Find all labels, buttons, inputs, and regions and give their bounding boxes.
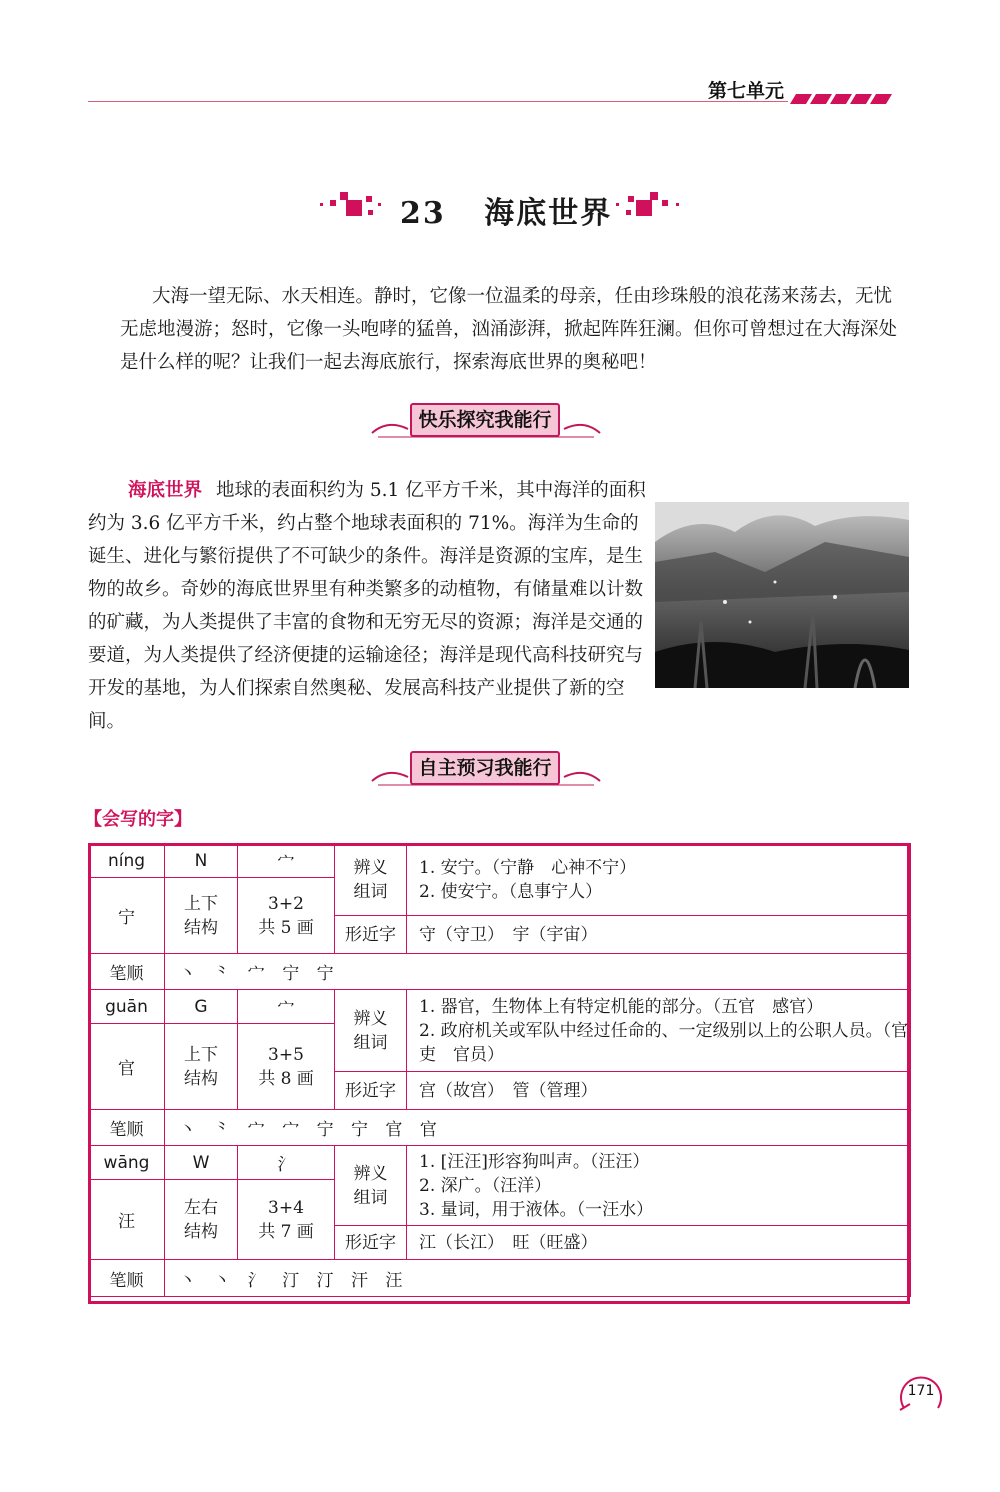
stroke-count-cell: 3+4 共 7 画 (238, 1180, 335, 1260)
similar-cell: 守（守卫） 宇（宇宙） (407, 916, 911, 954)
letter-cell: G (165, 990, 238, 1024)
character-glyph: 汪 (89, 1180, 165, 1260)
character-glyph: 宁 (89, 878, 165, 954)
structure-cell: 左右 结构 (165, 1180, 238, 1260)
header-rule (88, 101, 788, 102)
stroke-order-label: 笔顺 (89, 1260, 165, 1297)
stroke-order-label: 笔顺 (89, 954, 165, 990)
header-decoration (786, 92, 904, 106)
stroke-order-label: 笔顺 (89, 1110, 165, 1146)
title-decoration-left (318, 188, 390, 224)
meaning-label: 辨义 组词 (335, 844, 407, 916)
lesson-name: 海底世界 (484, 196, 613, 231)
pinyin-cell: wāng (89, 1146, 165, 1180)
meaning-cell: 1. 安宁。（宁静 心神不宁） 2. 使安宁。（息事宁人） (407, 844, 911, 916)
meaning-cell: 1. [汪汪]形容狗叫声。（汪汪） 2. 深广。（汪洋） 3. 量词，用于液体。（一汪水） (407, 1146, 911, 1226)
pinyin-cell: níng (89, 844, 165, 878)
structure-cell: 上下 结构 (165, 1024, 238, 1110)
stroke-count-cell: 3+2 共 5 画 (238, 878, 335, 954)
character-glyph: 官 (89, 1024, 165, 1110)
similar-label: 形近字 (335, 1226, 407, 1260)
similar-cell: 江（长江） 旺（旺盛） (407, 1226, 911, 1260)
meaning-label: 辨义 组词 (335, 990, 407, 1072)
stroke-order-cell: 丶 ⺀ 宀 宀 宁 宁 官 官 (165, 1110, 911, 1146)
article-keyword: 海底世界 (128, 480, 203, 501)
intro-paragraph: 大海一望无际、水天相连。静时，它像一位温柔的母亲，任由珍珠般的浪花荡来荡去，无忧无虑地漫游；怒时，它像一头咆哮的猛兽，汹涌澎湃，掀起阵阵狂澜。但你可曾想过在大海深处是什么样的呢？让我们一起去海底旅行，探索海底世界的奥秘吧！ (120, 286, 898, 373)
section-badge-preview (368, 751, 604, 789)
stroke-count-cell: 3+5 共 8 画 (238, 1024, 335, 1110)
badge-label: 快乐探究我能行 (410, 403, 560, 437)
radical-cell: 宀 (238, 844, 335, 878)
stroke-order-cell: 丶 ⺀ 宀 宁 宁 (165, 954, 911, 990)
similar-cell: 宫（故宫） 管（管理） (407, 1072, 911, 1110)
lesson-title (400, 188, 612, 232)
structure-cell: 上下 结构 (165, 878, 238, 954)
section-badge-explore (368, 403, 604, 441)
similar-label: 形近字 (335, 916, 407, 954)
letter-cell: W (165, 1146, 238, 1180)
stroke-order-cell: 丶 丶 氵 汀 汀 汗 汪 (165, 1260, 911, 1297)
meaning-label: 辨义 组词 (335, 1146, 407, 1226)
article-text: 地球的表面积约为 5.1 亿平方千米，其中海洋的面积约为 3.6 亿平方千米，约占整个地球表面积的 71%。海洋为生命的诞生、进化与繁衍提供了不可缺少的条件。海洋是资源的宝库，是生物的故乡。奇妙的海底世界里有种类繁多的动植物，有储量难以计数的矿藏，为人类提供了丰富的食物和无穷无尽的资源；海洋是交通的要道，为人类提供了经济便捷的运输途径；海洋是现代高科技研究与开发的基地，为人们探索自然奥秘、发展高科技产业提供了新的空间。 (88, 480, 646, 732)
unit-header: 第七单元 (708, 80, 785, 102)
meaning-cell: 1. 器官，生物体上有特定机能的部分。（五官 感官） 2. 政府机关或军队中经过任命的、一定级别以上的公职人员。（官吏 官员） (407, 990, 911, 1072)
pinyin-cell: guān (89, 990, 165, 1024)
article-paragraph (88, 474, 650, 738)
lesson-number: 23 (400, 196, 446, 231)
radical-cell: 宀 (238, 990, 335, 1024)
radical-cell: 氵 (238, 1146, 335, 1180)
seabed-photo (655, 502, 909, 688)
character-table (88, 843, 911, 1297)
letter-cell: N (165, 844, 238, 878)
badge-label: 自主预习我能行 (410, 751, 560, 785)
page-number: 171 (907, 1383, 935, 1399)
similar-label: 形近字 (335, 1072, 407, 1110)
section-label-writing: 【会写的字】 (84, 809, 192, 830)
title-decoration-right (610, 188, 682, 224)
